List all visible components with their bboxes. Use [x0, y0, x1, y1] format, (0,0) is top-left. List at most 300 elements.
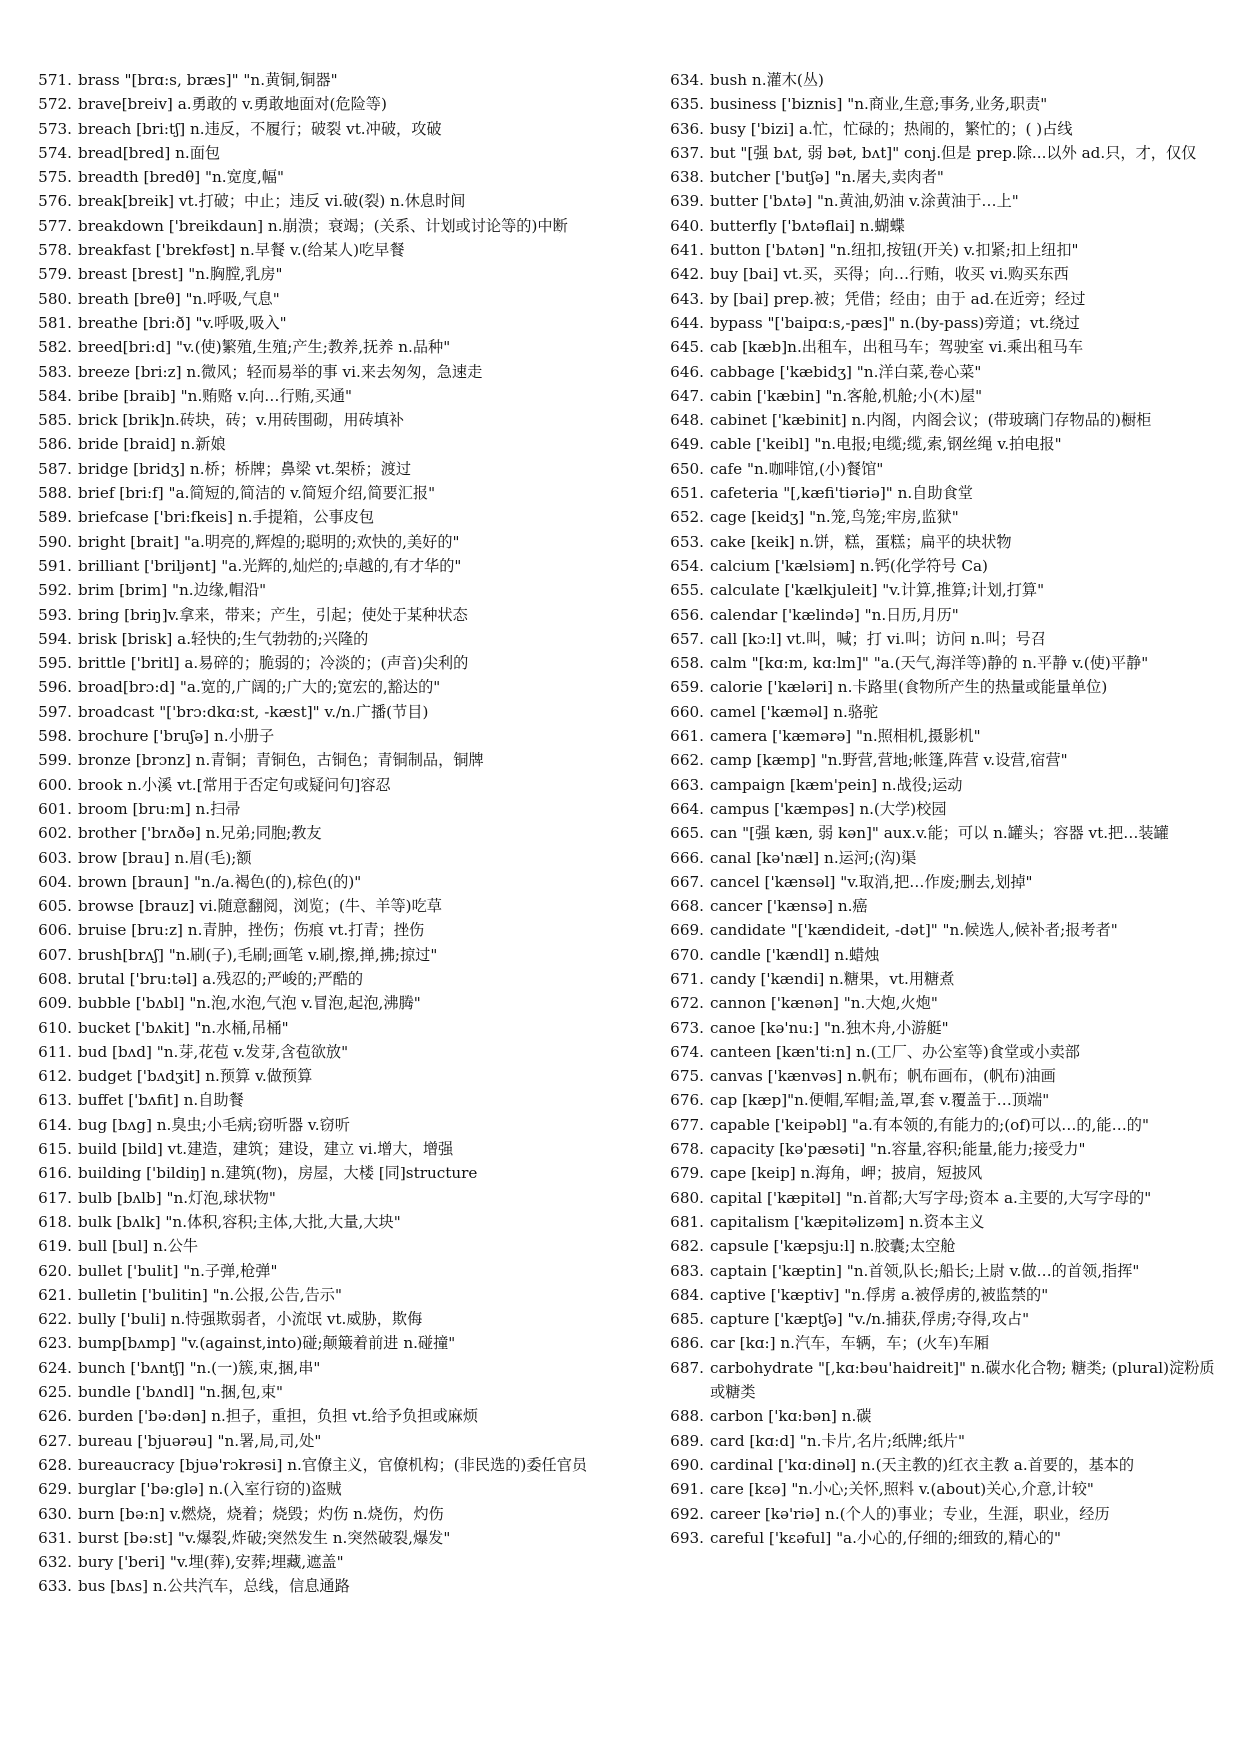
- vocab-entry: [28, 262, 608, 286]
- entry-number: 687.: [670, 1358, 704, 1377]
- entry-number: 647.: [670, 386, 704, 405]
- entry-text: butter ['bʌtə] "n.黄油,奶油 v.涂黄油于…上": [710, 192, 1019, 211]
- entry-text: bunch ['bʌntʃ] "n.(一)簇,束,捆,串": [78, 1358, 321, 1377]
- entry-number: 575.: [38, 168, 72, 187]
- entry-text: but "[强 bʌt, 弱 bət, bʌt]" conj.但是 prep.除...以外 ad.只，才，仅仅: [710, 143, 1197, 162]
- entry-number: 653.: [670, 532, 704, 551]
- entry-number: 650.: [670, 459, 704, 478]
- entry-number: 660.: [670, 702, 704, 721]
- entry-number: 591.: [38, 556, 72, 575]
- vocab-entry: [660, 1331, 1220, 1355]
- vocab-entry: [28, 481, 608, 505]
- entry-text: cafe "n.咖啡馆,(小)餐馆": [710, 459, 884, 478]
- vocab-entry: [660, 603, 1220, 627]
- entry-number: 598.: [38, 727, 72, 746]
- entry-text: capable ['keipəbl] "a.有本领的,有能力的;(of)可以…的,能…的": [710, 1115, 1149, 1134]
- vocab-entry: [28, 1429, 608, 1453]
- entry-text: brook n.小溪 vt.[常用于否定句或疑问句]容忍: [78, 775, 391, 794]
- entry-number: 644.: [670, 313, 704, 332]
- entry-text: bribe [braib] "n.贿赂 v.向…行贿,买通": [78, 386, 353, 405]
- entry-number: 596.: [38, 678, 72, 697]
- vocab-entry: [660, 287, 1220, 311]
- entry-number: 686.: [670, 1334, 704, 1353]
- vocab-entry: [660, 384, 1220, 408]
- entry-number: 671.: [670, 969, 704, 988]
- entry-text: cage [keidʒ] "n.笼,鸟笼;牢房,监狱": [710, 508, 959, 527]
- entry-number: 636.: [670, 119, 704, 138]
- entry-text: breathe [bri:ð] "v.呼吸,吸入": [78, 313, 287, 332]
- entry-number: 593.: [38, 605, 72, 624]
- entry-number: 621.: [38, 1285, 72, 1304]
- entry-text: cannon ['kænən] "n.大炮,火炮": [710, 994, 938, 1013]
- entry-number: 615.: [38, 1140, 72, 1159]
- entry-text: calculate ['kælkjuleit] "v.计算,推算;计划,打算": [710, 581, 1045, 600]
- vocab-entry: [28, 238, 608, 262]
- vocab-entry: [28, 1088, 608, 1112]
- vocab-entry: [28, 943, 608, 967]
- entry-number: 580.: [38, 289, 72, 308]
- vocab-entry: [660, 1307, 1220, 1331]
- vocab-entry: [28, 1404, 608, 1428]
- entry-number: 604.: [38, 872, 72, 891]
- entry-text: career [kə'riə] n.(个人的)事业；专业，生涯，职业，经历: [710, 1504, 1110, 1523]
- entry-text: brittle ['britl] a.易碎的；脆弱的；冷淡的；(声音)尖利的: [78, 654, 469, 673]
- entry-text: bread[bred] n.面包: [78, 143, 221, 162]
- entry-text: butterfly ['bʌtəflai] n.蝴蝶: [710, 216, 905, 235]
- entry-number: 639.: [670, 192, 704, 211]
- entry-text: bureaucracy [bjuə'rɔkrəsi] n.官僚主义，官僚机构；(非民选的)委任官员: [78, 1455, 588, 1474]
- entry-text: business ['biznis] "n.商业,生意;事务,业务,职责": [710, 95, 1048, 114]
- vocab-entry: [660, 748, 1220, 772]
- vocab-entry: [660, 165, 1220, 189]
- entry-number: 579.: [38, 265, 72, 284]
- entry-number: 633.: [38, 1577, 72, 1596]
- vocab-entry: [28, 287, 608, 311]
- entry-text: broad[brɔ:d] "a.宽的,广阔的;广大的;宽宏的,豁达的": [78, 678, 441, 697]
- entry-text: bush n.灌木(丛): [710, 71, 824, 89]
- entry-text: build [bild] vt.建造，建筑；建设，建立 vi.增大，增强: [78, 1140, 454, 1159]
- entry-text: bypass "['baipɑ:s,-pæs]" n.(by-pass)旁道；vt.绕过: [710, 313, 1080, 332]
- entry-number: 594.: [38, 629, 72, 648]
- entry-number: 627.: [38, 1431, 72, 1450]
- vocab-entry: [660, 1040, 1220, 1064]
- entry-number: 676.: [670, 1091, 704, 1110]
- entry-text: cancel ['kænsəl] "v.取消,把…作废;删去,划掉": [710, 872, 1033, 891]
- entry-text: brochure ['bruʃə] n.小册子: [78, 727, 275, 746]
- vocab-entry: [28, 627, 608, 651]
- vocab-entry: [660, 1161, 1220, 1185]
- vocab-entry: [28, 1331, 608, 1355]
- entry-number: 606.: [38, 921, 72, 940]
- entry-text: bus [bʌs] n.公共汽车，总线，信息通路: [78, 1577, 350, 1596]
- entry-text: breakdown ['breikdaun] n.崩溃；衰竭；(关系、计划或讨论等的)中断: [78, 216, 568, 235]
- entry-text: brim [brim] "n.边缘,帽沿": [78, 581, 267, 600]
- entry-text: burglar ['bə:glə] n.(入室行窃的)盗贼: [78, 1480, 342, 1499]
- entry-number: 682.: [670, 1237, 704, 1256]
- entry-text: breadth [bredθ] "n.宽度,幅": [78, 168, 284, 187]
- vocab-entry: [660, 117, 1220, 141]
- vocab-entry: [660, 141, 1220, 165]
- entry-text: brush[brʌʃ] "n.刷(子),毛刷;画笔 v.刷,擦,掸,拂;掠过": [78, 945, 438, 964]
- entry-number: 588.: [38, 484, 72, 503]
- entry-number: 631.: [38, 1528, 72, 1547]
- vocab-entry: [660, 773, 1220, 797]
- entry-text: brief [bri:f] "a.简短的,简洁的 v.简短介绍,简要汇报": [78, 484, 436, 503]
- vocab-entry: [660, 92, 1220, 116]
- entry-text: brutal ['bru:təl] a.残忍的;严峻的;严酷的: [78, 969, 364, 988]
- entry-number: 651.: [670, 484, 704, 503]
- entry-text: bring [briŋ]v.拿来，带来；产生，引起；使处于某种状态: [78, 605, 468, 624]
- entry-text: canteen [kæn'ti:n] n.(工厂、办公室等)食堂或小卖部: [710, 1042, 1080, 1061]
- vocab-entry: [28, 700, 608, 724]
- entry-number: 634.: [670, 71, 704, 89]
- entry-number: 665.: [670, 824, 704, 843]
- entry-number: 670.: [670, 945, 704, 964]
- entry-text: building ['bildiŋ] n.建筑(物)，房屋，大楼 [同]structure: [78, 1164, 478, 1183]
- entry-number: 646.: [670, 362, 704, 381]
- vocab-entry: [28, 1283, 608, 1307]
- entry-text: bump[bʌmp] "v.(against,into)碰;颠簸着前进 n.碰撞": [78, 1334, 456, 1353]
- entry-number: 605.: [38, 897, 72, 916]
- entry-number: 684.: [670, 1285, 704, 1304]
- entry-text: bridge [bridʒ] n.桥；桥牌；鼻梁 vt.架桥；渡过: [78, 459, 412, 478]
- vocab-entry: [28, 894, 608, 918]
- vocab-entry: [660, 724, 1220, 748]
- entry-text: burn [bə:n] v.燃烧，烧着；烧毁；灼伤 n.烧伤，灼伤: [78, 1504, 444, 1523]
- vocab-entry: [28, 1574, 608, 1598]
- entry-number: 584.: [38, 386, 72, 405]
- entry-text: capital ['kæpitəl] "n.首都;大写字母;资本 a.主要的,大写字母的": [710, 1188, 1152, 1207]
- entry-number: 652.: [670, 508, 704, 527]
- vocab-entry: [660, 1283, 1220, 1307]
- entry-text: card [kɑ:d] "n.卡片,名片;纸牌;纸片": [710, 1431, 965, 1450]
- entry-text: briefcase ['bri:fkeis] n.手提箱，公事皮包: [78, 508, 375, 527]
- entry-text: captain ['kæptin] "n.首领,队长;船长;上尉 v.做…的首领,指挥": [710, 1261, 1140, 1280]
- entry-number: 601.: [38, 799, 72, 818]
- vocab-entry: [28, 432, 608, 456]
- vocab-entry: [28, 408, 608, 432]
- entry-text: captive ['kæptiv] "n.俘虏 a.被俘虏的,被监禁的": [710, 1285, 1049, 1304]
- vocab-entry: [28, 1550, 608, 1574]
- vocab-entry: [28, 505, 608, 529]
- entry-text: breakfast ['brekfəst] n.早餐 v.(给某人)吃早餐: [78, 241, 405, 260]
- vocab-entry: [660, 1526, 1220, 1550]
- vocab-entry: [660, 68, 1220, 92]
- entry-number: 675.: [670, 1067, 704, 1086]
- vocab-entry: [28, 1259, 608, 1283]
- entry-text: cable ['keibl] "n.电报;电缆;缆,索,钢丝绳 v.拍电报": [710, 435, 1062, 454]
- entry-number: 669.: [670, 921, 704, 940]
- vocab-entry: [28, 68, 608, 92]
- entry-text: bubble ['bʌbl] "n.泡,水泡,气泡 v.冒泡,起泡,沸腾": [78, 994, 421, 1013]
- vocab-entry: [660, 1210, 1220, 1234]
- entry-number: 663.: [670, 775, 704, 794]
- entry-number: 589.: [38, 508, 72, 527]
- entry-number: 691.: [670, 1480, 704, 1499]
- entry-text: camel ['kæməl] n.骆驼: [710, 702, 879, 721]
- vocab-entry: [28, 748, 608, 772]
- vocab-entry: [28, 1040, 608, 1064]
- entry-text: by [bai] prep.被；凭借；经由；由于 ad.在近旁；经过: [710, 289, 1086, 308]
- vocab-entry: [660, 335, 1220, 359]
- entry-text: bucket ['bʌkit] "n.水桶,吊桶": [78, 1018, 289, 1037]
- entry-number: 572.: [38, 95, 72, 114]
- entry-number: 643.: [670, 289, 704, 308]
- entry-number: 635.: [670, 95, 704, 114]
- vocab-entry: [660, 360, 1220, 384]
- entry-text: bruise [bru:z] n.青肿，挫伤；伤痕 vt.打青；挫伤: [78, 921, 425, 940]
- entry-number: 673.: [670, 1018, 704, 1037]
- entry-text: cardinal ['kɑ:dinəl] n.(天主教的)红衣主教 a.首要的，基本的: [710, 1455, 1135, 1474]
- vocab-entry: [28, 1186, 608, 1210]
- entry-text: can "[强 kæn, 弱 kən]" aux.v.能；可以 n.罐头；容器 vt.把…装罐: [710, 824, 1169, 843]
- vocab-entry: [660, 432, 1220, 456]
- entry-number: 672.: [670, 994, 704, 1013]
- entry-number: 659.: [670, 678, 704, 697]
- vocab-entry: [28, 141, 608, 165]
- entry-number: 585.: [38, 411, 72, 430]
- entry-number: 626.: [38, 1407, 72, 1426]
- entry-number: 678.: [670, 1140, 704, 1159]
- entry-number: 612.: [38, 1067, 72, 1086]
- entry-number: 611.: [38, 1042, 72, 1061]
- entry-text: bug [bʌg] n.臭虫;小毛病;窃听器 v.窃听: [78, 1115, 350, 1134]
- vocab-entry: [660, 846, 1220, 870]
- entry-number: 607.: [38, 945, 72, 964]
- vocab-entry: [28, 967, 608, 991]
- entry-text: cabinet ['kæbinit] n.内阁，内阁会议；(带玻璃门存物品的)橱柜: [710, 411, 1152, 430]
- entry-text: candle ['kændl] n.蜡烛: [710, 945, 880, 964]
- vocab-entry: [660, 1064, 1220, 1088]
- vocab-entry: [28, 1380, 608, 1404]
- vocab-entry: [28, 675, 608, 699]
- entry-text: canoe [kə'nu:] "n.独木舟,小游艇": [710, 1018, 949, 1037]
- vocab-entry: [28, 360, 608, 384]
- entry-number: 674.: [670, 1042, 704, 1061]
- entry-text: browse [brauz] vi.随意翻阅，浏览；(牛、羊等)吃草: [78, 897, 442, 916]
- entry-text: cancer ['kænsə] n.癌: [710, 897, 868, 916]
- entry-number: 620.: [38, 1261, 72, 1280]
- vocab-entry: [660, 578, 1220, 602]
- entry-text: broadcast "['brɔ:dkɑ:st, -kæst]" v./n.广播(节目): [78, 702, 429, 721]
- vocab-entry: [660, 530, 1220, 554]
- vocab-entry: [660, 505, 1220, 529]
- entry-text: cape [keip] n.海角，岬；披肩，短披风: [710, 1164, 983, 1183]
- entry-text: breach [bri:tʃ] n.违反，不履行；破裂 vt.冲破，攻破: [78, 119, 442, 138]
- entry-text: buy [bai] vt.买，买得；向…行贿，收买 vi.购买东西: [710, 265, 1069, 284]
- entry-number: 668.: [670, 897, 704, 916]
- entry-number: 586.: [38, 435, 72, 454]
- vocab-entry: [660, 700, 1220, 724]
- entry-text: capture ['kæptʃə] "v./n.捕获,俘虏;夺得,攻占": [710, 1310, 1030, 1329]
- entry-text: care [kɛə] "n.小心;关怀,照料 v.(about)关心,介意,计较": [710, 1480, 1094, 1499]
- entry-number: 655.: [670, 581, 704, 600]
- entry-text: capitalism ['kæpitəlizəm] n.资本主义: [710, 1212, 985, 1231]
- entry-number: 683.: [670, 1261, 704, 1280]
- vocab-entry: [660, 894, 1220, 918]
- entry-text: bureau ['bjuərəu] "n.署,局,司,处": [78, 1431, 322, 1450]
- entry-text: breast [brest] "n.胸膛,乳房": [78, 265, 283, 284]
- entry-text: breed[bri:d] "v.(使)繁殖,生殖;产生;教养,抚养 n.品种": [78, 338, 451, 357]
- vocab-entry: [660, 214, 1220, 238]
- vocab-entry: [28, 870, 608, 894]
- entry-number: 609.: [38, 994, 72, 1013]
- entry-text: bride [braid] n.新娘: [78, 435, 226, 454]
- vocab-entry: [28, 1210, 608, 1234]
- vocab-entry: [660, 311, 1220, 335]
- entry-text: cap [kæp]"n.便帽,军帽;盖,罩,套 v.覆盖于…顶端": [710, 1091, 1050, 1110]
- entry-number: 661.: [670, 727, 704, 746]
- vocab-entry: [660, 238, 1220, 262]
- entry-number: 583.: [38, 362, 72, 381]
- entry-text: bronze [brɔnz] n.青铜；青铜色，古铜色；青铜制品，铜牌: [78, 751, 484, 770]
- vocab-entry: [660, 481, 1220, 505]
- entry-number: 577.: [38, 216, 72, 235]
- entry-text: candidate "['kændideit, -dət]" "n.候选人,候补者;报考者": [710, 921, 1118, 940]
- entry-number: 664.: [670, 799, 704, 818]
- entry-number: 654.: [670, 556, 704, 575]
- vocab-entry: [28, 1234, 608, 1258]
- entry-number: 649.: [670, 435, 704, 454]
- entry-text: campus ['kæmpəs] n.(大学)校园: [710, 799, 947, 818]
- vocab-entry: [660, 1429, 1220, 1453]
- entry-number: 595.: [38, 654, 72, 673]
- vocab-entry: [660, 1453, 1220, 1477]
- entry-number: 613.: [38, 1091, 72, 1110]
- entry-text: cafeteria "[,kæfi'tiəriə]" n.自助食堂: [710, 484, 973, 503]
- vocab-entry: [660, 262, 1220, 286]
- vocab-entry: [28, 1453, 608, 1477]
- entry-text: broom [bru:m] n.扫帚: [78, 799, 241, 818]
- entry-text: brick [brik]n.砖块，砖；v.用砖围砌，用砖填补: [78, 411, 405, 430]
- entry-number: 619.: [38, 1237, 72, 1256]
- entry-number: 648.: [670, 411, 704, 430]
- entry-number: 608.: [38, 969, 72, 988]
- vocab-entry: [660, 1016, 1220, 1040]
- vocab-entry: [28, 92, 608, 116]
- vocab-entry: [28, 530, 608, 554]
- entry-number: 692.: [670, 1504, 704, 1523]
- vocab-entry: [28, 1526, 608, 1550]
- entry-number: 587.: [38, 459, 72, 478]
- entry-text: call [kɔ:l] vt.叫，喊；打 vi.叫；访问 n.叫；号召: [710, 629, 1046, 648]
- vocab-entry: [660, 1137, 1220, 1161]
- entry-number: 642.: [670, 265, 704, 284]
- entry-number: 622.: [38, 1310, 72, 1329]
- vocab-entry: [660, 1186, 1220, 1210]
- vocab-entry: [28, 335, 608, 359]
- vocab-entry: [28, 1137, 608, 1161]
- vocab-entry: [28, 1064, 608, 1088]
- right-column: [660, 68, 1220, 1550]
- vocab-entry: [28, 724, 608, 748]
- entry-text: brilliant ['briljənt] "a.光辉的,灿烂的;卓越的,有才华的": [78, 556, 462, 575]
- entry-text: brow [brau] n.眉(毛);额: [78, 848, 252, 867]
- entry-text: burst [bə:st] "v.爆裂,炸破;突然发生 n.突然破裂,爆发": [78, 1528, 451, 1547]
- entry-text: brown [braun] "n./a.褐色(的),棕色(的)": [78, 872, 362, 891]
- entry-number: 638.: [670, 168, 704, 187]
- vocab-entry: [660, 1088, 1220, 1112]
- vocab-entry: [660, 675, 1220, 699]
- entry-text: camp [kæmp] "n.野营,营地;帐篷,阵营 v.设营,宿营": [710, 751, 1068, 770]
- entry-number: 645.: [670, 338, 704, 357]
- entry-text: car [kɑ:] n.汽车，车辆，车；(火车)车厢: [710, 1334, 990, 1353]
- entry-text: campaign [kæm'pein] n.战役;运动: [710, 775, 963, 794]
- entry-number: 629.: [38, 1480, 72, 1499]
- entry-number: 679.: [670, 1164, 704, 1183]
- entry-text: burden ['bə:dən] n.担子，重担，负担 vt.给予负担或麻烦: [78, 1407, 479, 1426]
- entry-text: capacity [kə'pæsəti] "n.容量,容积;能量,能力;接受力": [710, 1140, 1086, 1159]
- entry-number: 573.: [38, 119, 72, 138]
- entry-text: cabbage ['kæbidʒ] "n.洋白菜,卷心菜": [710, 362, 982, 381]
- entry-number: 625.: [38, 1383, 72, 1402]
- entry-text: button ['bʌtən] "n.纽扣,按钮(开关) v.扣紧;扣上纽扣": [710, 241, 1079, 260]
- vocab-entry: [28, 165, 608, 189]
- vocab-entry: [660, 821, 1220, 845]
- entry-number: 574.: [38, 143, 72, 162]
- entry-text: cake [keik] n.饼，糕，蛋糕；扁平的块状物: [710, 532, 1012, 551]
- vocab-entry: [28, 773, 608, 797]
- entry-number: 578.: [38, 241, 72, 260]
- vocab-entry: [28, 1307, 608, 1331]
- vocab-entry: [28, 1016, 608, 1040]
- entry-text: bulb [bʌlb] "n.灯泡,球状物": [78, 1188, 276, 1207]
- vocab-entry: [660, 870, 1220, 894]
- entry-text: bulletin ['bulitin] "n.公报,公告,告示": [78, 1285, 342, 1304]
- vocab-entry: [28, 578, 608, 602]
- entry-number: 582.: [38, 338, 72, 357]
- vocab-entry: [28, 214, 608, 238]
- entry-text: butcher ['butʃə] "n.屠夫,卖肉者": [710, 168, 944, 187]
- entry-number: 677.: [670, 1115, 704, 1134]
- entry-text: calendar ['kælində] "n.日历,月历": [710, 605, 959, 624]
- entry-text: calm "[kɑ:m, kɑ:lm]" "a.(天气,海洋等)静的 n.平静 v.(使)平静": [710, 654, 1149, 673]
- entry-text: bull [bul] n.公牛: [78, 1237, 199, 1256]
- entry-text: canal [kə'næl] n.运河;(沟)渠: [710, 848, 917, 867]
- entry-text: brisk [brisk] a.轻快的;生气勃勃的;兴隆的: [78, 629, 369, 648]
- vocab-entry: [660, 943, 1220, 967]
- entry-text: breeze [bri:z] n.微风；轻而易举的事 vi.来去匆匆，急速走: [78, 362, 483, 381]
- vocab-entry: [28, 384, 608, 408]
- entry-text: calcium ['kælsiəm] n.钙(化学符号 Ca): [710, 556, 988, 575]
- entry-number: 681.: [670, 1212, 704, 1231]
- entry-number: 680.: [670, 1188, 704, 1207]
- entry-text: breath [breθ] "n.呼吸,气息": [78, 289, 280, 308]
- entry-number: 616.: [38, 1164, 72, 1183]
- vocab-entry: [660, 1113, 1220, 1137]
- vocab-entry: [660, 408, 1220, 432]
- entry-number: 571.: [38, 71, 72, 89]
- entry-text: bud [bʌd] "n.芽,花苞 v.发芽,含苞欲放": [78, 1042, 349, 1061]
- vocab-entry: [660, 457, 1220, 481]
- entry-number: 618.: [38, 1212, 72, 1231]
- entry-number: 685.: [670, 1310, 704, 1329]
- entry-number: 693.: [670, 1528, 704, 1547]
- entry-text: careful ['kɛəful] "a.小心的,仔细的;细致的,精心的": [710, 1528, 1061, 1547]
- vocab-entry: [660, 1404, 1220, 1428]
- vocab-entry: [660, 554, 1220, 578]
- vocab-entry: [28, 603, 608, 627]
- vocab-entry: [660, 1502, 1220, 1526]
- vocab-entry: [28, 1161, 608, 1185]
- entry-text: cab [kæb]n.出租车，出租马车；驾驶室 vi.乘出租马车: [710, 338, 1084, 357]
- entry-number: 657.: [670, 629, 704, 648]
- entry-text: carbon ['kɑ:bən] n.碳: [710, 1407, 872, 1426]
- vocab-entry: [660, 1356, 1220, 1405]
- entry-text: brave[breiv] a.勇敢的 v.勇敢地面对(危险等): [78, 95, 387, 114]
- entry-number: 637.: [670, 143, 704, 162]
- vocab-entry: [660, 1234, 1220, 1258]
